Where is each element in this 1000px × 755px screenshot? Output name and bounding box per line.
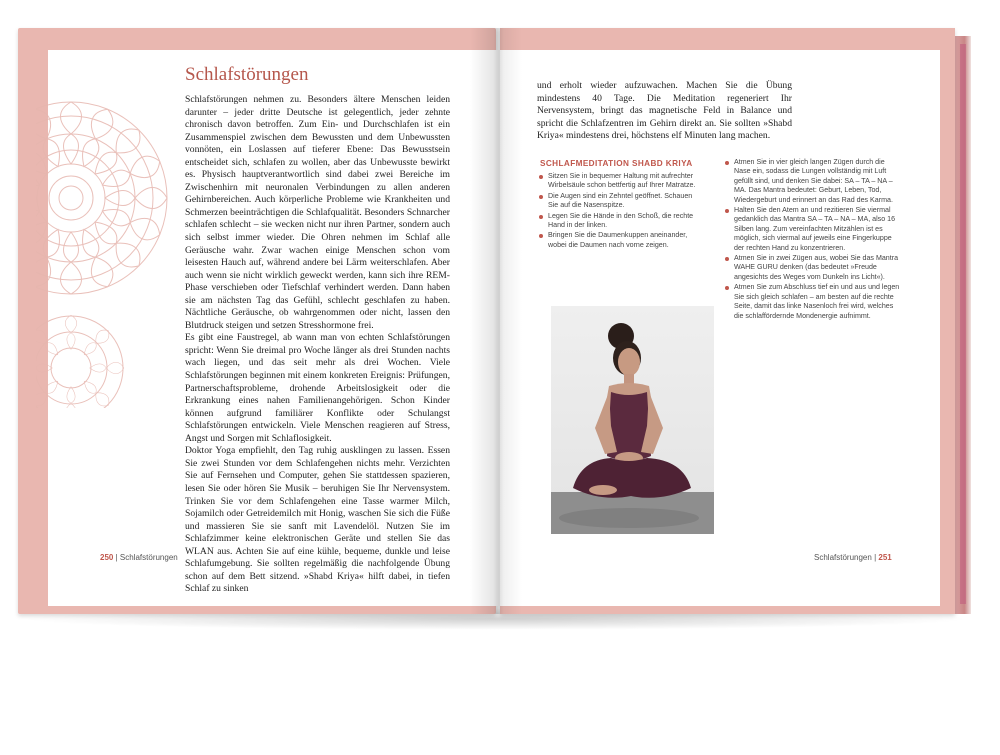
list-item: Atmen Sie in zwei Zügen aus, wobei Sie das Mantra WAHE GURU denken (das bedeutet »Freude angesichts des Weges vom Dunkeln ins Licht«). <box>725 254 900 282</box>
bullet-icon <box>539 195 543 199</box>
list-item: Halten Sie den Atem an und rezitieren Sie viermal gedanklich das Mantra SA – TA – NA – MA, also 16 Silben lang. Zum vereinfachten Mitzählen ist es möglich, sich viermal auf jeweils eine Fingerkuppe der rechten Hand zu konzentrieren. <box>725 206 900 253</box>
steps-list-left <box>539 172 704 251</box>
folio-separator-right: | <box>874 553 877 562</box>
list-item: Atmen Sie in vier gleich langen Zügen durch die Nase ein, sodass die Lungen vollständig mit Luft gefüllt sind, und denken Sie dabei: SA – TA – NA – MA. Das Mantra bedeutet: Geburt, Leben, Tod, Wiedergeburt und erinnert an das Rad des Karma. <box>725 158 900 205</box>
bullet-icon <box>725 161 729 165</box>
bullet-icon <box>539 215 543 219</box>
page-number-left: 250 <box>100 553 114 562</box>
left-body-text <box>185 94 450 596</box>
paragraph-1: Schlafstörungen nehmen zu. Besonders ältere Menschen leiden darunter – jeder dritte Deutsche ist gelegentlich, jeder zehnte chronisch davon betroffen. Zum Ein- und Durchschlafen ist ein Zusammenspiel zwischen dem Bewussten und dem Unbewussten vonnöten, ein Loslassen auf tieferer Ebene: Das Bewusstsein entscheidet sich, schlafen zu wollen, aber das Unbewusste bewirkt es. Physisch hauptverantwortlich sind dabei zwei Bereiche im Zwischenhirn mit neuronalen Verbindungen zu allen anderen Gehirnbereichen. Auch körperliche Probleme wie Krankheiten und Schmerzen beeinträchtigen die Schlafqualität. Besonders Schnarcher schlafen schlecht – sie wecken nicht nur ihren Partner, sondern auch sich selbst immer wieder. Die Ohren nehmen im Schlaf alle Geräusche wahr. Zwar wachen einige Menschen schon vom leisesten Hauch auf, während andere bei Lärm weiterschlafen. Aber auch wenn sie nicht wirklich geweckt werden, kann sich ihre REM-Phase verschieben oder Tiefschlaf verhindert werden. Dann haben sie am nächsten Tag das Gefühl, schlecht geschlafen zu haben. Nächtliche Geräusche, ob wahrgenommen oder nicht, lassen den Blutdruck steigen und setzen Stresshormone frei. <box>185 94 450 331</box>
running-head-left: Schlafstörungen <box>119 553 178 562</box>
paragraph-2: Es gibt eine Faustregel, ab wann man von echten Schlafstörungen spricht: Wenn Sie dreimal pro Woche länger als drei Stunden nachts wach liegen, und das seit mehr als drei Wochen. Viele Schlafstörungen beginnen mit einem konkreten Ereignis: Prüfungen, Partnerschaftsprobleme, drohende Arbeitslosigkeit oder die Erkrankung eines nahen Familienangehörigen. Schon Kinder können aufgrund familiärer Konflikte oder Schulangst Schlafstörungen entwickeln. Viele Menschen reagieren auf Stress, Angst und Sorgen mit Schlaflosigkeit. <box>185 332 450 444</box>
chapter-title: Schlafstörungen <box>185 64 309 85</box>
yoga-photo <box>551 306 714 534</box>
right-folio <box>814 553 892 562</box>
list-item: Bringen Sie die Daumenkuppen aneinander, wobei die Daumen nach vorne zeigen. <box>539 231 704 250</box>
intro-paragraph: und erholt wieder aufzuwachen. Machen Sie die Übung mindestens 40 Tage. Die Meditation regeneriert Ihr Nervensystem, bringt das magnetische Feld in Balance und spricht die Schlafzentren im Gehirn direkt an. Sie sollten »Shabd Kriya« mindestens drei, höchstens elf Minuten lang machen. <box>537 80 792 142</box>
mandala-icon <box>36 68 171 408</box>
bullet-icon <box>539 234 543 238</box>
yoga-woman-icon <box>551 306 714 534</box>
page-stack-edge-color <box>960 44 966 604</box>
exercise-title: SCHLAFMEDITATION SHABD KRIYA <box>540 159 693 168</box>
bullet-icon <box>725 209 729 213</box>
list-item: Die Augen sind ein Zehntel geöffnet. Schauen Sie auf die Nasenspitze. <box>539 192 704 211</box>
bullet-icon <box>539 175 543 179</box>
left-folio <box>100 553 178 562</box>
right-intro-text <box>537 80 792 143</box>
page-number-right: 251 <box>878 553 892 562</box>
paragraph-3: Doktor Yoga empfiehlt, den Tag ruhig ausklingen zu lassen. Essen Sie zwei Stunden vor dem Schlafengehen nichts mehr. Verzichten Sie auf Fernsehen und Computer, gehen Sie stattdessen spazieren, lesen Sie oder hören Sie Musik – beruhigen Sie Ihr Nervensystem. Trinken Sie vor dem Schlafengehen eine Tasse warmer Milch, Sojamilch oder Getreidemilch mit Honig, waschen Sie sich die Füße und massieren Sie sie sanft mit Lavendelöl. Nutzen Sie im Schlafzimmer keine elektronischen Geräte und stellen Sie das WLAN aus. Achten Sie auf eine kühle, bequeme, dunkle und leise Schlafumgebung. Sie sollten regelmäßig die nachfolgende Übung schon auf dem Bett sitzend. »Shabd Kriya« hilft dabei, in tiefen Schlaf zu sinken <box>185 445 450 595</box>
folio-separator-left: | <box>115 553 118 562</box>
list-item: Atmen Sie zum Abschluss tief ein und aus und legen Sie sich gleich schlafen – am besten auf die rechte Seite, damit das linke Nasenloch frei wird, welches die schlaffördernde Mondenergie aufnimmt. <box>725 283 900 321</box>
bullet-icon <box>725 257 729 261</box>
running-head-right: Schlafstörungen <box>814 553 872 562</box>
list-item: Legen Sie die Hände in den Schoß, die rechte Hand in der linken. <box>539 212 704 231</box>
steps-list-right <box>725 158 900 322</box>
bullet-icon <box>725 286 729 290</box>
list-item: Sitzen Sie in bequemer Haltung mit aufrechter Wirbelsäule schon bettfertig auf Ihrer Matratze. <box>539 172 704 191</box>
